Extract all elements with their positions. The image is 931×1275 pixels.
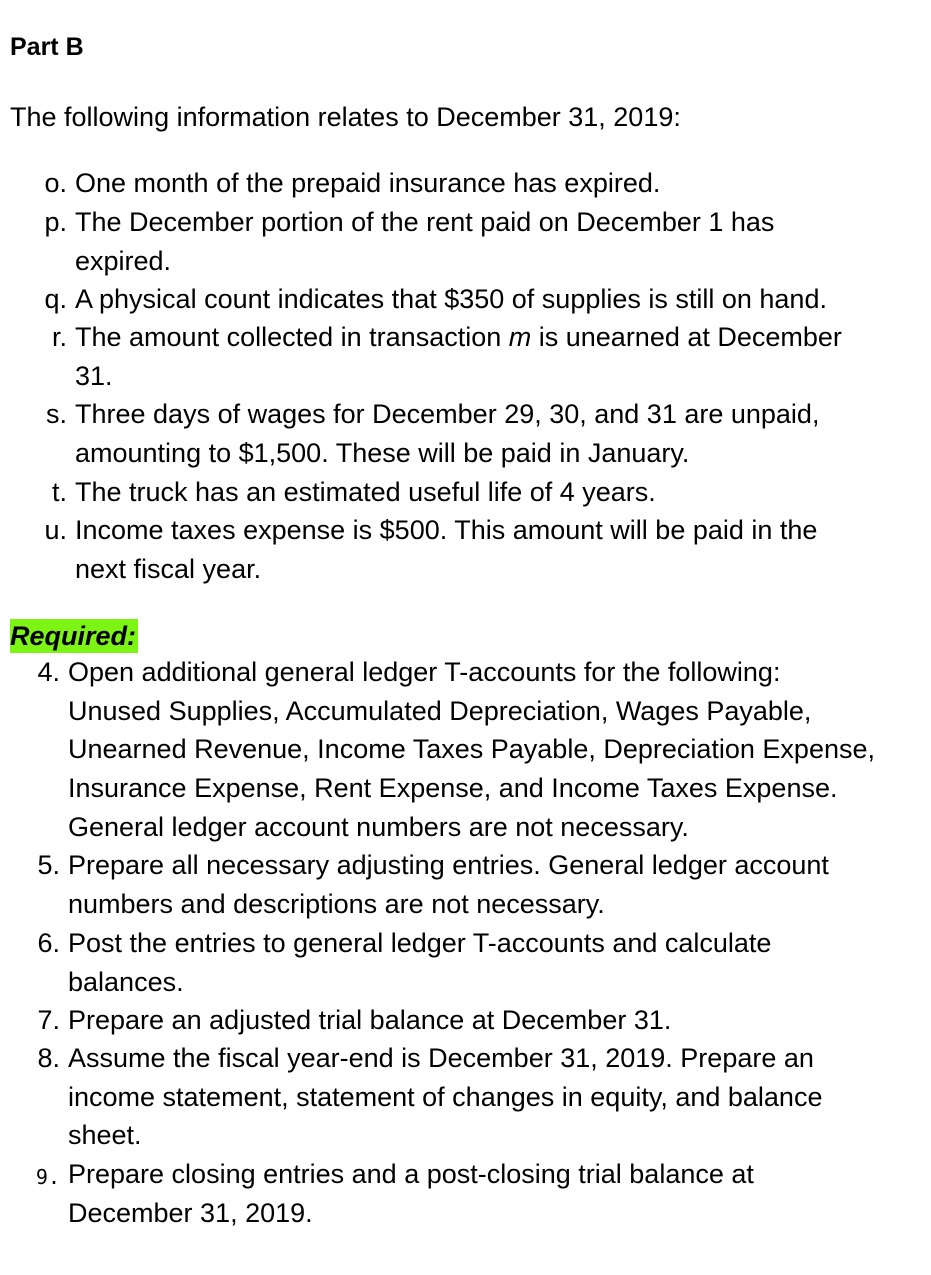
text-line: Unused Supplies, Accumulated Depreciation, Wages Payable, bbox=[68, 696, 812, 726]
required-label: Required: bbox=[10, 621, 137, 651]
text-line: amounting to $1,500. These will be paid in January. bbox=[75, 438, 690, 468]
text-line: Three days of wages for December 29, 30, and 31 are unpaid, bbox=[75, 399, 820, 429]
list-marker: 7. bbox=[37, 1005, 60, 1035]
list-marker: 5. bbox=[37, 850, 60, 880]
text-line: December 31, 2019. bbox=[68, 1198, 313, 1228]
list-marker: 9. bbox=[35, 1165, 60, 1189]
list-marker: 8. bbox=[37, 1043, 60, 1073]
text-line: expired. bbox=[75, 246, 172, 276]
text-line: Insurance Expense, Rent Expense, and Income Taxes Expense. bbox=[68, 773, 838, 803]
text-line: balances. bbox=[68, 967, 184, 997]
text-line: Prepare an adjusted trial balance at December 31. bbox=[68, 1005, 672, 1035]
part-title: Part B bbox=[10, 33, 84, 61]
list-marker: s. bbox=[45, 399, 67, 429]
text-segment: is unearned at December bbox=[531, 322, 842, 352]
list-marker: q. bbox=[44, 284, 67, 314]
text-line: Income taxes expense is $500. This amount will be paid in the bbox=[75, 515, 818, 545]
text-line: 31. bbox=[75, 361, 113, 391]
text-line: numbers and descriptions are not necessary. bbox=[68, 889, 605, 919]
list-marker: p. bbox=[44, 207, 67, 237]
list-marker: r. bbox=[51, 322, 67, 352]
text-segment: The amount collected in transaction bbox=[75, 322, 509, 352]
list-marker: 6. bbox=[37, 928, 60, 958]
list-marker: 4. bbox=[37, 657, 60, 687]
list-marker: t. bbox=[51, 477, 67, 507]
text-line: sheet. bbox=[68, 1120, 142, 1150]
text-line: One month of the prepaid insurance has expired. bbox=[75, 168, 661, 198]
text-line: Open additional general ledger T-accounts for the following: bbox=[68, 657, 781, 687]
list-marker: u. bbox=[44, 515, 67, 545]
text-line: General ledger account numbers are not necessary. bbox=[68, 812, 689, 842]
text-line: Unearned Revenue, Income Taxes Payable, Depreciation Expense, bbox=[68, 734, 875, 764]
text-line: A physical count indicates that $350 of supplies is still on hand. bbox=[75, 284, 827, 314]
text-line: next fiscal year. bbox=[75, 554, 262, 584]
transaction-variable: m bbox=[508, 322, 532, 352]
text-line: Post the entries to general ledger T-accounts and calculate bbox=[68, 928, 772, 958]
text-line bbox=[75, 322, 842, 353]
intro-text: The following information relates to December 31, 2019: bbox=[10, 102, 681, 132]
text-line: Prepare all necessary adjusting entries. General ledger account bbox=[68, 850, 829, 880]
list-marker: o. bbox=[44, 168, 67, 198]
text-line: The truck has an estimated useful life of 4 years. bbox=[75, 477, 656, 507]
text-line: Assume the fiscal year-end is December 31, 2019. Prepare an bbox=[68, 1043, 814, 1073]
text-line: income statement, statement of changes in equity, and balance bbox=[68, 1082, 823, 1112]
text-line: The December portion of the rent paid on December 1 has bbox=[75, 207, 775, 237]
text-line: Prepare closing entries and a post-closing trial balance at bbox=[68, 1159, 754, 1189]
